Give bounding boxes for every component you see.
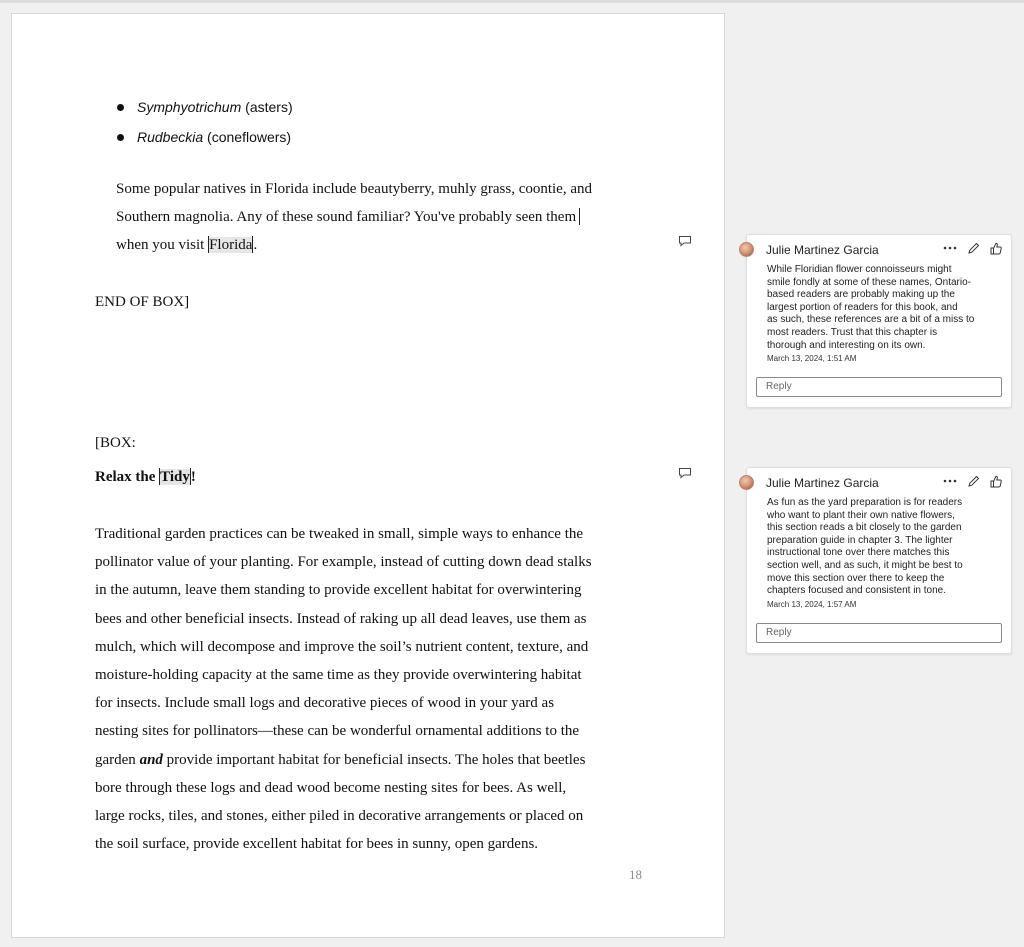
comment-text-line: largest portion of readers for this book, and xyxy=(767,301,958,313)
comment-anchor-start xyxy=(159,468,160,485)
comment-text-line: move this section over there to keep the xyxy=(767,572,945,584)
top-edge xyxy=(0,0,1024,3)
document-page[interactable] xyxy=(11,13,725,938)
comment-anchor-end xyxy=(252,236,253,253)
bullet-text: (asters) xyxy=(241,99,293,115)
body-line[interactable]: Traditional garden practices can be tweaked in small, simple ways to enhance the xyxy=(95,526,584,542)
paragraph-text: . xyxy=(253,237,258,253)
reply-input[interactable]: Reply xyxy=(756,623,1002,643)
body-line[interactable]: pollinator value of your planting. For example, instead of cutting down dead stalks xyxy=(95,554,592,570)
text-cursor xyxy=(579,208,580,225)
body-text: provide important habitat for beneficial insects. The holes that beetles xyxy=(162,752,586,768)
bullet-item[interactable] xyxy=(117,127,291,147)
comment-author: Julie Martinez Garcia xyxy=(766,476,879,490)
edit-pencil-icon[interactable] xyxy=(966,474,980,488)
more-options-icon[interactable] xyxy=(943,241,957,255)
paragraph-line[interactable]: Some popular natives in Florida include beautyberry, muhly grass, coontie, and xyxy=(116,181,593,197)
comment-text-line: as such, these references are a bit of a miss to xyxy=(767,314,975,326)
comment-text-line: chapters focused and consistent in tone. xyxy=(767,585,947,597)
body-line[interactable]: in the autumn, leave them standing to provide excellent habitat for overwintering xyxy=(95,582,582,598)
comment-body xyxy=(767,264,1003,352)
comment-timestamp: March 13, 2024, 1:57 AM xyxy=(767,600,857,609)
box-start-marker[interactable]: [BOX: xyxy=(95,435,136,451)
body-line[interactable]: the soil surface, provide excellent habitat for bees in sunny, open gardens. xyxy=(95,836,539,852)
avatar xyxy=(739,475,754,490)
reply-input[interactable]: Reply xyxy=(756,377,1002,397)
more-options-icon[interactable] xyxy=(943,474,957,488)
page-number: 18 xyxy=(629,867,642,882)
bullet-dot-icon xyxy=(117,134,124,141)
body-line[interactable] xyxy=(95,750,585,770)
avatar xyxy=(739,242,754,257)
comment-marker-icon[interactable] xyxy=(678,467,692,479)
edit-pencil-icon[interactable] xyxy=(966,241,980,255)
comment-text-line: smile fondly at some of these names, Ontario- xyxy=(767,276,971,288)
body-line[interactable]: nesting sites for pollinators—these can be wonderful ornamental additions to the xyxy=(95,723,580,739)
comment-author: Julie Martinez Garcia xyxy=(766,243,879,257)
comment-text-line: based readers are probably making up the xyxy=(767,289,955,301)
body-line[interactable]: moisture-holding capacity at the same time as they provide overwintering habitat xyxy=(95,667,582,683)
comment-text-line: As fun as the yard preparation is for readers xyxy=(767,497,963,508)
comment-text-line: this section reads a bit closely to the garden xyxy=(767,522,962,534)
comment-timestamp: March 13, 2024, 1:51 AM xyxy=(767,354,857,363)
comment-text-line: preparation guide in chapter 3. The lighter xyxy=(767,534,953,546)
comment-text-line: instructional tone over there matches this xyxy=(767,547,950,559)
body-line[interactable]: bore through these logs and dead wood become nesting sites for bees. As well, xyxy=(95,780,567,796)
paragraph-line[interactable] xyxy=(116,235,257,255)
section-heading[interactable] xyxy=(95,467,196,487)
body-line[interactable]: for insects. Include small logs and decorative pieces of wood in your yard as xyxy=(95,695,555,711)
thumbs-up-icon[interactable] xyxy=(989,474,1003,488)
comment-toolbar xyxy=(943,474,1003,488)
thumbs-up-icon[interactable] xyxy=(989,241,1003,255)
comment-text-line: While Floridian flower connoisseurs might xyxy=(767,264,952,275)
bullet-text: (coneflowers) xyxy=(203,129,292,145)
comment-text-line: thorough and interesting on its own. xyxy=(767,339,926,351)
comment-anchor-end xyxy=(190,468,191,485)
body-text: garden xyxy=(95,752,140,768)
heading-text: ! xyxy=(190,469,196,485)
comment-anchor-start xyxy=(208,236,209,253)
emphasis-text: and xyxy=(139,752,163,768)
paragraph-text: when you visit xyxy=(116,237,209,253)
comment-marker-icon[interactable] xyxy=(678,235,692,247)
comment-text-line: who want to plant their own native flowers, xyxy=(767,509,955,521)
paragraph-text: Southern magnolia. Any of these sound familiar? You've probably seen them xyxy=(116,209,577,225)
comment-body xyxy=(767,497,1003,598)
commented-text-florida[interactable]: Florida xyxy=(209,237,253,253)
comment-card[interactable] xyxy=(746,234,1012,408)
body-line[interactable]: mulch, which will decompose and improve the soil’s nutrient content, texture, and xyxy=(95,639,589,655)
end-box-marker[interactable]: END OF BOX] xyxy=(95,294,190,310)
comment-text-line: most readers. Trust that this chapter is xyxy=(767,326,938,338)
body-line[interactable]: large rocks, tiles, and stones, either piled in decorative arrangements or placed on xyxy=(95,808,584,824)
comment-toolbar xyxy=(943,241,1003,255)
comment-text-line: section well, and as such, it might be best to xyxy=(767,559,963,571)
bullet-italic-text: Rudbeckia xyxy=(137,129,204,145)
comment-card[interactable] xyxy=(746,467,1012,654)
paragraph-line[interactable] xyxy=(116,207,580,227)
body-line[interactable]: bees and other beneficial insects. Instead of raking up all dead leaves, use them as xyxy=(95,611,587,627)
commented-text-tidy[interactable]: Tidy xyxy=(160,469,190,485)
bullet-dot-icon xyxy=(117,104,124,111)
heading-text: Relax the xyxy=(95,469,160,485)
bullet-item[interactable] xyxy=(117,97,293,117)
bullet-italic-text: Symphyotrichum xyxy=(137,99,242,115)
